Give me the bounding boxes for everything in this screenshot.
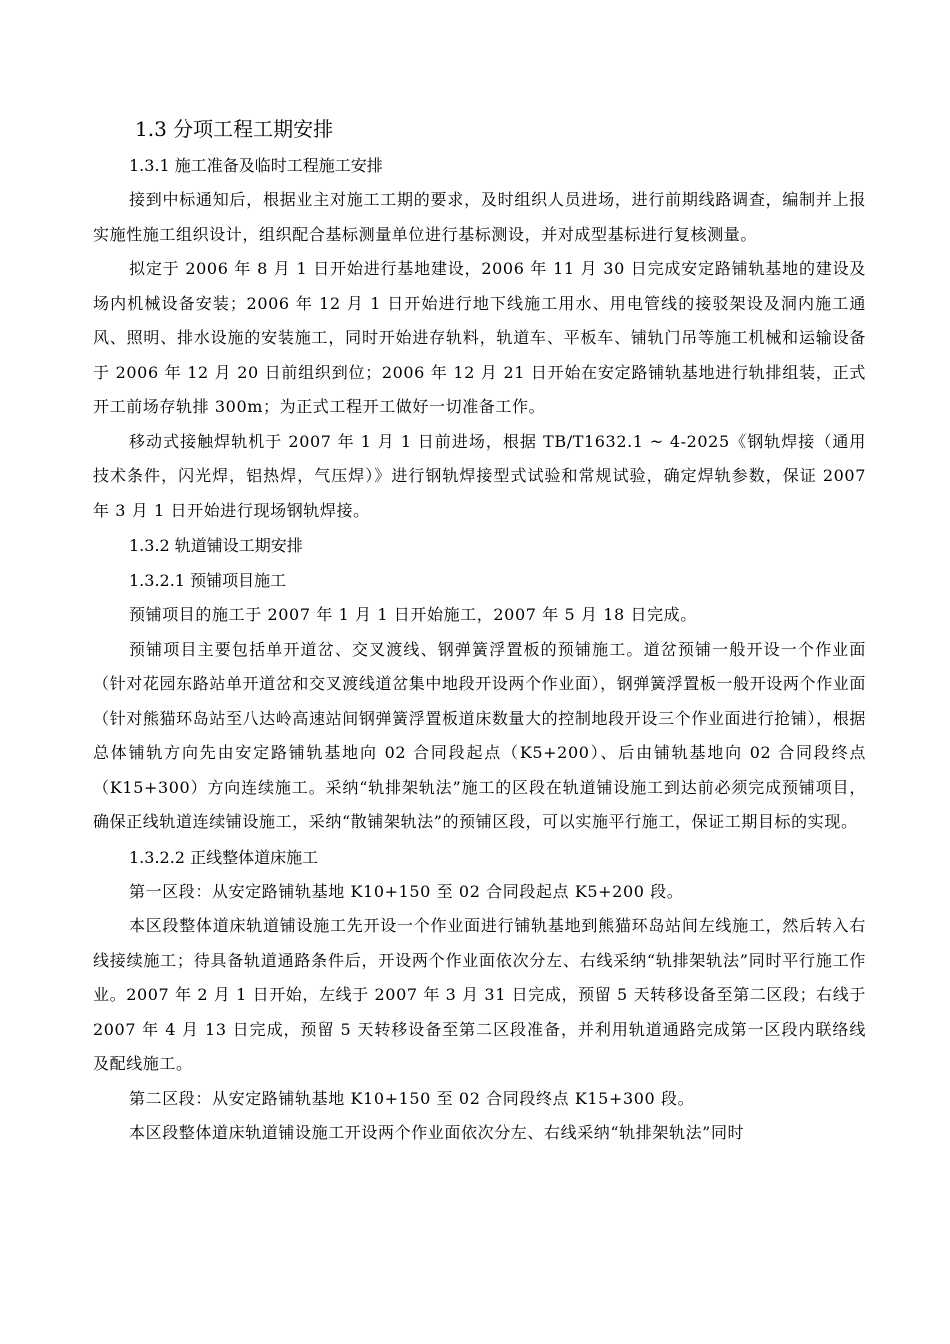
paragraph: 接到中标通知后，根据业主对施工工期的要求，及时组织人员进场，进行前期线路调查，编制并上报实施性施工组织设计，组织配合基标测量单位进行基标测设，并对成型基标进行复核测量。 xyxy=(93,190,866,244)
section-heading-1-3-1: 1.3.1 施工准备及临时工程施工安排 xyxy=(129,156,383,175)
paragraph: 拟定于 2006 年 8 月 1 日开始进行基地建设，2006 年 11 月 30 日完成安定路铺轨基地的建设及场内机械设备安装；2006 年 12 月 1 日开始进行地下线施工用水、用电管线的接驳架设及洞内施工通风、照明、排水设施的安装施工，同时开始进存轨料，轨道车、平板车、铺轨门吊等施工机械和运输设备于 2006 年 12 月 20 日前组织到位；2006 年 12 月 21 日开始在安定路铺轨基地进行轨排组装，正式开工前场存轨排 300m；为正式工程开工做好一切准备工作。 xyxy=(93,259,866,416)
section-heading-1-3: 1.3 分项工程工期安排 xyxy=(135,117,334,141)
document-body xyxy=(93,110,866,1151)
paragraph: 本区段整体道床轨道铺设施工开设两个作业面依次分左、右线采纳“轨排架轨法”同时 xyxy=(129,1123,745,1142)
paragraph: 第二区段：从安定路铺轨基地 K10+150 至 02 合同段终点 K15+300 段。 xyxy=(129,1088,695,1108)
paragraph: 预铺项目主要包括单开道岔、交叉渡线、钢弹簧浮置板的预铺施工。道岔预铺一般开设一个作业面（针对花园东路站单开道岔和交叉渡线道岔集中地段开设两个作业面），钢弹簧浮置板一般开设两个作业面（针对熊猫环岛站至八达岭高速站间钢弹簧浮置板道床数量大的控制地段开设三个作业面进行抢铺），根据总体铺轨方向先由安定路铺轨基地向 02 合同段起点（K5+200）、后由铺轨基地向 02 合同段终点（K15+300）方向连续施工。采纳“轨排架轨法”施工的区段在轨道铺设施工到达前必须完成预铺项目，确保正线轨道连续铺设施工，采纳“散铺架轨法”的预铺区段，可以实施平行施工，保证工期目标的实现。 xyxy=(93,639,866,831)
section-heading-1-3-2-1: 1.3.2.1 预铺项目施工 xyxy=(129,571,287,590)
paragraph: 移动式接触焊轨机于 2007 年 1 月 1 日前进场，根据 TB/T1632.1 ~ 4-2025《钢轨焊接（通用技术条件，闪光焊，铝热焊，气压焊）》进行钢轨焊接型式试验和常规试验，确定焊轨参数，保证 2007 年 3 月 1 日开始进行现场钢轨焊接。 xyxy=(93,431,866,520)
section-heading-1-3-2-2: 1.3.2.2 正线整体道床施工 xyxy=(129,847,319,867)
paragraph: 预铺项目的施工于 2007 年 1 月 1 日开始施工，2007 年 5 月 18 日完成。 xyxy=(129,605,697,624)
section-heading-1-3-2: 1.3.2 轨道铺设工期安排 xyxy=(129,536,303,555)
paragraph: 本区段整体道床轨道铺设施工先开设一个作业面进行铺轨基地到熊猫环岛站间左线施工，然后转入右线接续施工；待具备轨道通路条件后，开设两个作业面依次分左、右线采纳“轨排架轨法”同时平行施工作业。2007 年 2 月 1 日开始，左线于 2007 年 3 月 31 日完成，预留 5 天转移设备至第二区段；右线于 2007 年 4 月 13 日完成，预留 5 天转移设备至第二区段准备，并利用轨道通路完成第一区段内联络线及配线施工。 xyxy=(93,916,866,1073)
paragraph: 第一区段：从安定路铺轨基地 K10+150 至 02 合同段起点 K5+200 段。 xyxy=(129,881,684,901)
